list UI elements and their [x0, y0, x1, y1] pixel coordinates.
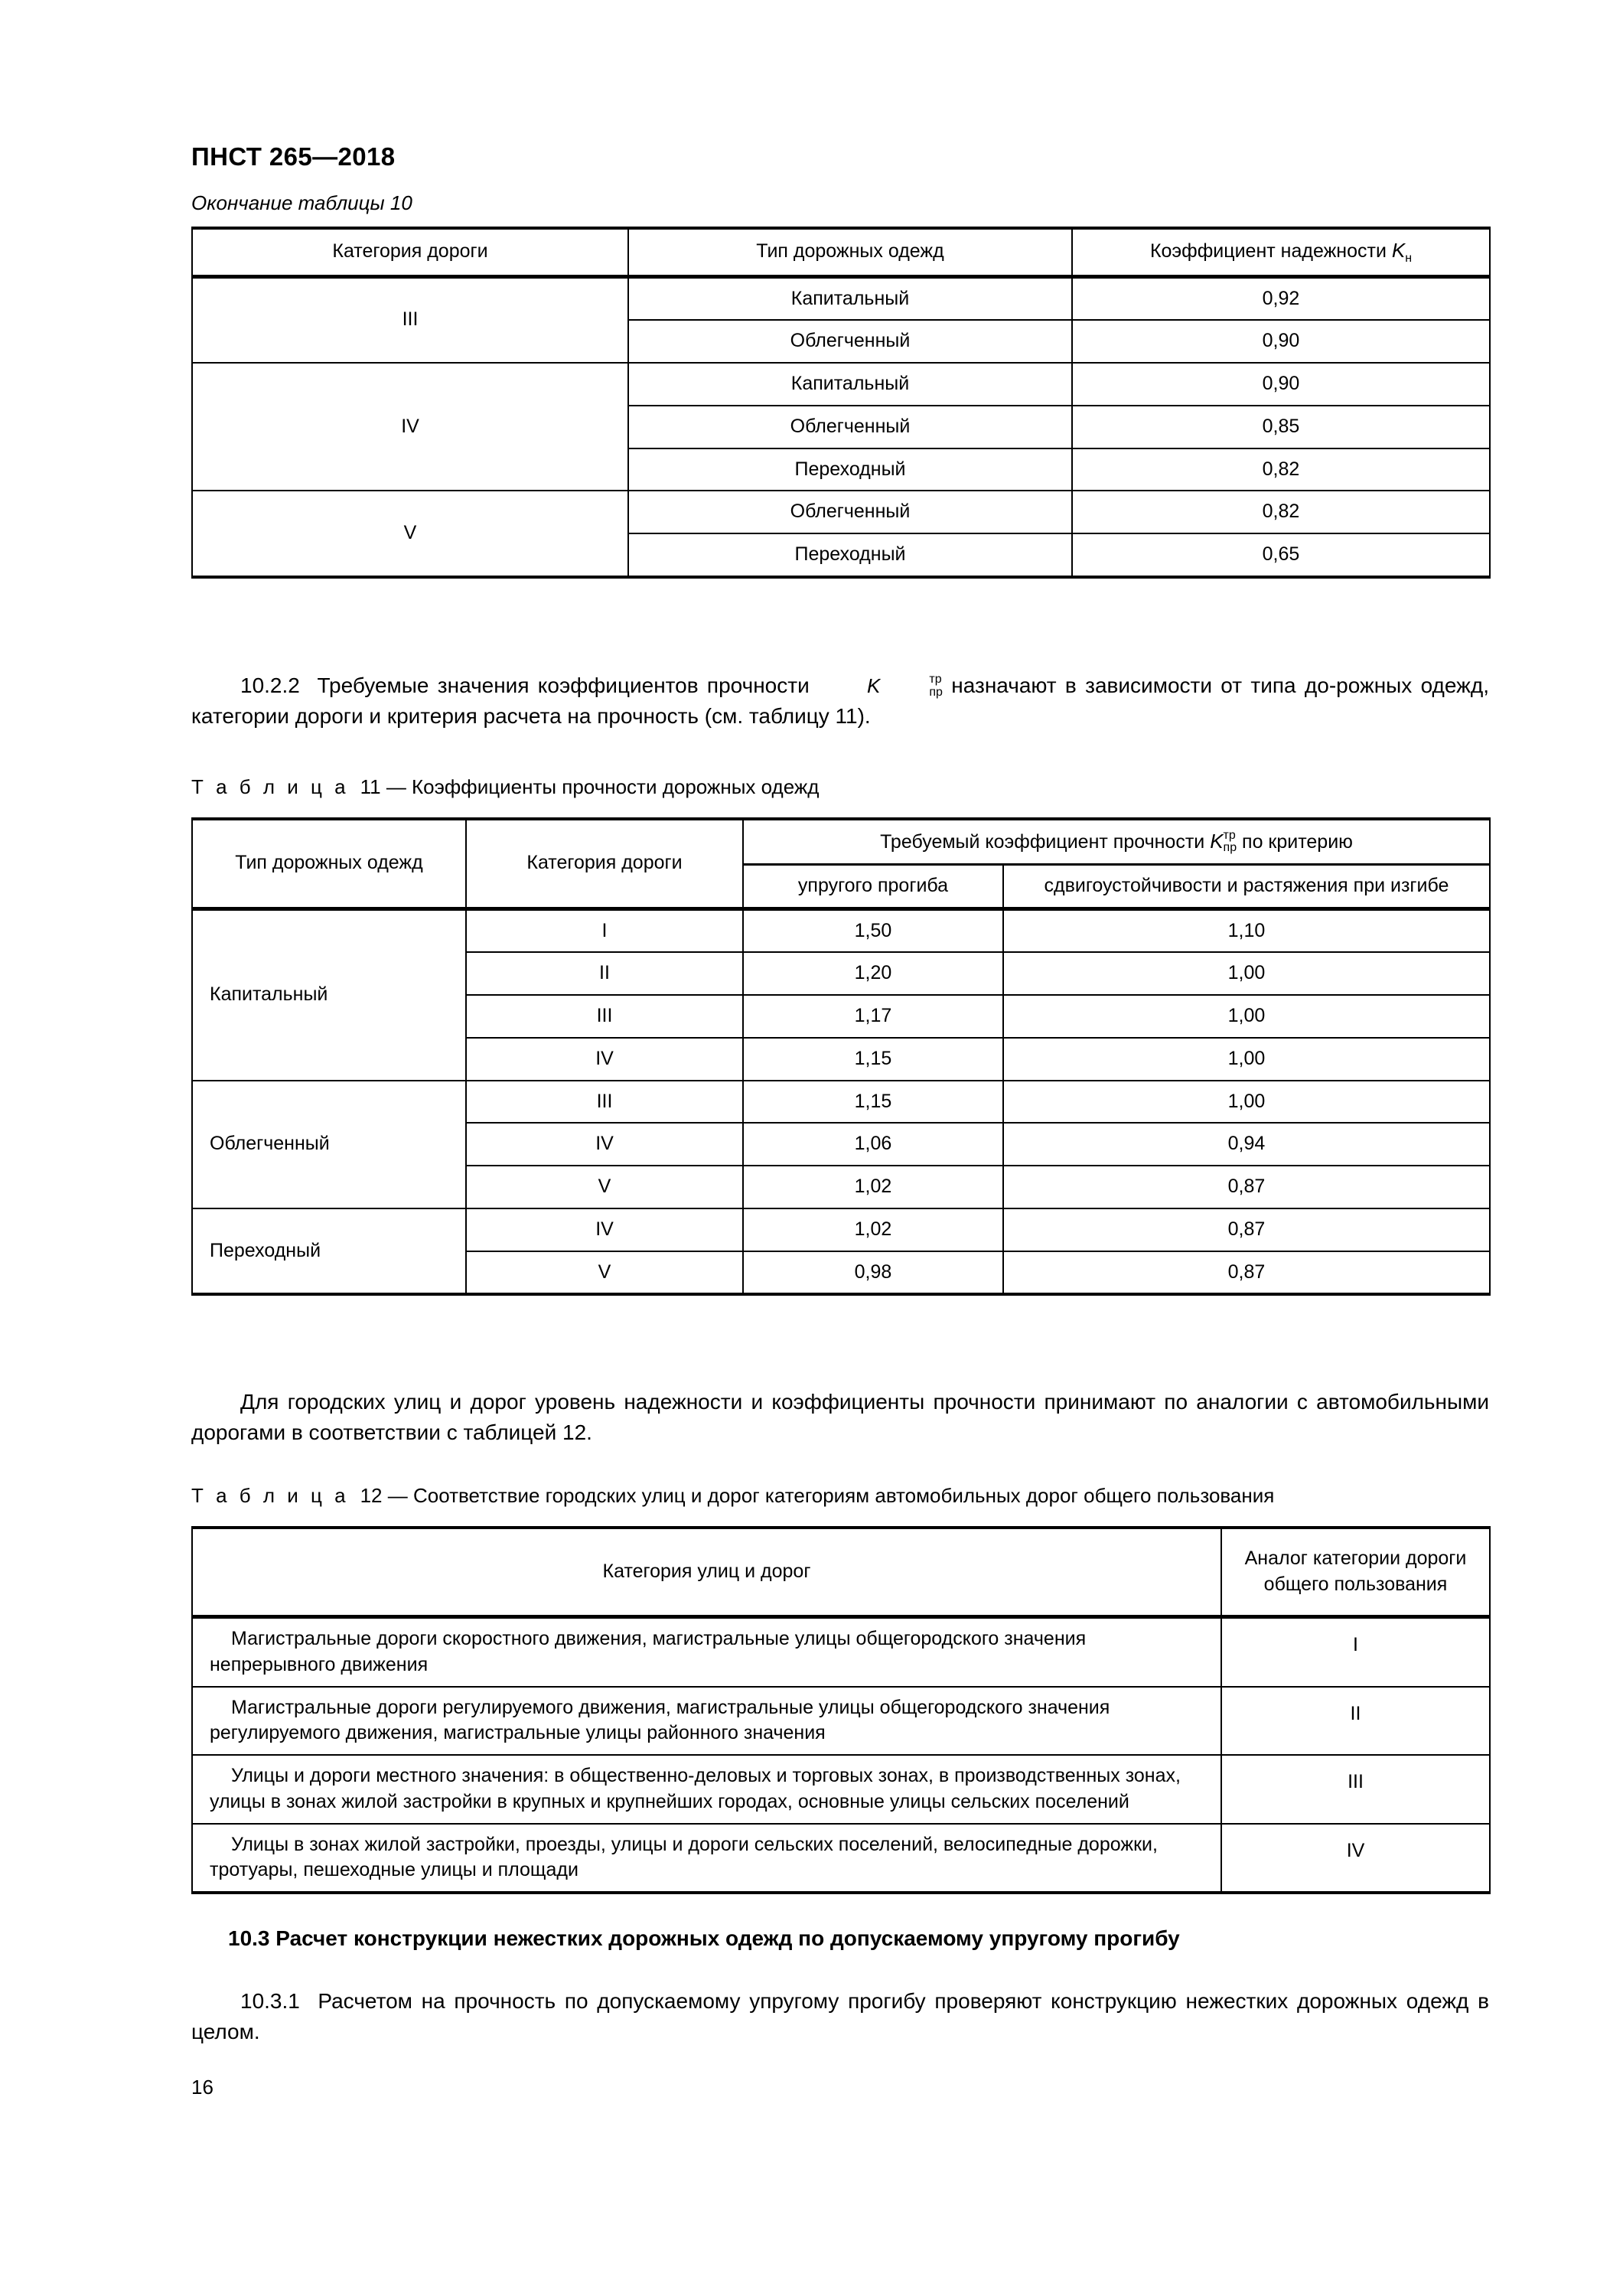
table11-caption-line [191, 775, 819, 798]
reliability-symbol: K [1391, 239, 1406, 262]
table11-elastic: 1,17 [743, 995, 1003, 1038]
table-row [192, 363, 1490, 406]
paragraph-1022-wrapper [191, 670, 1489, 732]
table11-shear: 0,87 [1003, 1251, 1490, 1295]
table12-body [192, 1617, 1490, 1893]
table11 [191, 817, 1491, 1296]
table12-analog: I [1221, 1617, 1490, 1687]
table12-caption-title: — Соответствие городских улиц и дорог категориям автомобильных дорог общего пользования [387, 1484, 1275, 1507]
table12-description: Улицы в зонах жилой застройки, проезды, улицы и дороги сельских поселений, велосипедные дорожки, тротуары, пешеходные улицы и площади [192, 1824, 1221, 1893]
reliability-subscript: н [1405, 252, 1413, 265]
table12-col2-header-line1: Аналог категории дороги [1244, 1548, 1467, 1570]
table11-shear: 1,00 [1003, 952, 1490, 995]
table11-sub2-header: сдвигоустойчивости и растяжения при изгибе [1003, 864, 1490, 908]
table10 [191, 227, 1491, 579]
table12-analog: II [1221, 1687, 1490, 1756]
table10-wrapper [191, 227, 1489, 579]
section-103-heading: 10.3 Расчет конструкции нежестких дорожных одежд по допускаемому упругому прогибу [228, 1926, 1180, 1950]
strength-coefficient-indices [880, 673, 943, 699]
table12-caption [191, 1483, 1489, 1508]
table12-col2-header-line2: общего пользования [1263, 1574, 1448, 1595]
table10-col3-header [1072, 228, 1490, 276]
table11-type-perehodnyy: Переходный [192, 1208, 466, 1295]
table-row [192, 1208, 1490, 1251]
table11-elastic: 0,98 [743, 1251, 1003, 1295]
table10-category-V: V [192, 491, 628, 577]
table-row [192, 491, 1490, 533]
table10-head [192, 228, 1490, 276]
table11-category: I [466, 908, 743, 952]
table12-col2-header [1221, 1528, 1490, 1617]
paragraph-1022-text-before: Требуемые значения коэффициентов прочности [317, 673, 819, 697]
paragraph-cities: Для городских улиц и дорог уровень надежности и коэффициенты прочности принимают по аналогии с автомобильными дорогами в соответствии с таблицей 12. [191, 1390, 1489, 1444]
paragraph-1022-text-after: назначают в зависимости от типа до-рожных одежд, категории дороги и критерия расчета на прочность (см. таблицу 11). [191, 673, 1490, 728]
table11-col1-header: Тип дорожных одежд [192, 819, 466, 908]
table12-description: Магистральные дороги регулируемого движения, магистральные улицы общегородского значения регулируемого движения, магистральные улицы районного значения [192, 1687, 1221, 1756]
table11-category: IV [466, 1208, 743, 1251]
table11-caption [191, 775, 1489, 800]
table11-caption-title: — Коэффициенты прочности дорожных одежд [386, 775, 820, 798]
table11-category: III [466, 1081, 743, 1124]
table11-elastic: 1,50 [743, 908, 1003, 952]
strength-coefficient-indices [1224, 830, 1237, 855]
table11-shear: 0,87 [1003, 1208, 1490, 1251]
table10-caption [191, 191, 1489, 215]
table10-category-IV: IV [192, 363, 628, 491]
table11-group-text-after: по критерию [1237, 831, 1353, 853]
table-row [192, 908, 1490, 952]
table11-group-text-before: Требуемый коэффициент прочности [880, 831, 1211, 853]
table12-header-row [192, 1528, 1490, 1617]
table12-description: Улицы и дороги местного значения: в общественно-деловых и торговых зонах, в производственных зонах, улицы в зонах жилой застройки в крупных и крупнейших городах, основные улицы сельских поселений [192, 1755, 1221, 1824]
paragraph-1031-number: 10.3.1 [240, 1989, 300, 2013]
paragraph-cities-wrapper [191, 1387, 1489, 1448]
strength-subscript: пр [1223, 841, 1237, 855]
table10-type: Капитальный [628, 363, 1072, 406]
table11-category: III [466, 995, 743, 1038]
table10-type: Облегченный [628, 491, 1072, 533]
table11-shear: 0,94 [1003, 1123, 1490, 1166]
table12-analog: III [1221, 1755, 1490, 1824]
table12 [191, 1526, 1491, 1894]
table11-shear: 0,87 [1003, 1166, 1490, 1208]
table11-head [192, 819, 1490, 908]
table10-value: 0,85 [1072, 406, 1490, 448]
table-row [192, 1687, 1490, 1756]
table11-category: IV [466, 1038, 743, 1081]
table12-caption-word: Т а б л и ц а [191, 1484, 350, 1507]
table10-value: 0,82 [1072, 448, 1490, 491]
table11-elastic: 1,02 [743, 1166, 1003, 1208]
table-row [192, 1824, 1490, 1893]
table10-col1-header: Категория дороги [192, 228, 628, 276]
table12-head [192, 1528, 1490, 1617]
table10-type: Переходный [628, 448, 1072, 491]
paragraph-1031-wrapper [191, 1986, 1489, 2047]
table10-caption-text: Окончание таблицы 10 [191, 191, 412, 214]
table11-sub1-header: упругого прогиба [743, 864, 1003, 908]
table12-analog: IV [1221, 1824, 1490, 1893]
paragraph-1022-number: 10.2.2 [240, 673, 300, 697]
table11-caption-word: Т а б л и ц а [191, 775, 350, 798]
table10-type: Переходный [628, 533, 1072, 577]
table-row [192, 276, 1490, 320]
table10-type: Капитальный [628, 276, 1072, 320]
table11-category: IV [466, 1123, 743, 1166]
table11-type-kapitalnyy: Капитальный [192, 908, 466, 1081]
paragraph-1031-text: Расчетом на прочность по допускаемому упругому прогибу проверяют конструкцию нежестких дорожных одежд в целом. [191, 1989, 1490, 2043]
table12-col1-header: Категория улиц и дорог [192, 1528, 1221, 1617]
table11-wrapper [191, 817, 1489, 1296]
table10-category-III: III [192, 276, 628, 363]
table11-group-header [743, 819, 1490, 864]
table10-type: Облегченный [628, 320, 1072, 363]
table11-shear: 1,10 [1003, 908, 1490, 952]
table11-shear: 1,00 [1003, 995, 1490, 1038]
table11-header-row-1 [192, 819, 1490, 864]
paragraph-1022 [191, 670, 1489, 732]
table11-type-oblegchennyy: Облегченный [192, 1081, 466, 1208]
table10-col3-header-text: Коэффициент надежности [1149, 240, 1392, 262]
table11-col2-header: Категория дороги [466, 819, 743, 908]
table11-category: V [466, 1166, 743, 1208]
table12-caption-number: 12 [360, 1484, 383, 1507]
table12-caption-line [191, 1484, 1274, 1507]
table11-elastic: 1,15 [743, 1038, 1003, 1081]
table12-wrapper [191, 1526, 1489, 1894]
table10-type: Облегченный [628, 406, 1072, 448]
table10-value: 0,90 [1072, 320, 1490, 363]
table11-shear: 1,00 [1003, 1038, 1490, 1081]
table11-shear: 1,00 [1003, 1081, 1490, 1124]
strength-superscript: тр [1223, 829, 1236, 843]
table-row [192, 1755, 1490, 1824]
table10-body [192, 276, 1490, 577]
table10-value: 0,82 [1072, 491, 1490, 533]
paragraph-1031 [191, 1986, 1489, 2047]
table11-body [192, 908, 1490, 1294]
table-row [192, 1617, 1490, 1687]
table11-elastic: 1,20 [743, 952, 1003, 995]
table10-value: 0,92 [1072, 276, 1490, 320]
strength-coefficient-symbol: K [1210, 830, 1224, 853]
table10-header-row [192, 228, 1490, 276]
table10-value: 0,65 [1072, 533, 1490, 577]
table-row [192, 1081, 1490, 1124]
table11-caption-number: 11 [360, 775, 381, 798]
table11-elastic: 1,02 [743, 1208, 1003, 1251]
strength-superscript: тр [929, 673, 942, 687]
strength-subscript: пр [929, 685, 943, 699]
running-header: ПНСТ 265—2018 [191, 142, 396, 171]
table11-elastic: 1,15 [743, 1081, 1003, 1124]
section-103-wrapper [191, 1923, 1489, 1953]
strength-coefficient-symbol: K [867, 674, 881, 697]
table12-description: Магистральные дороги скоростного движения, магистральные улицы общегородского значения непрерывного движения [192, 1617, 1221, 1687]
table10-col2-header: Тип дорожных одежд [628, 228, 1072, 276]
table11-elastic: 1,06 [743, 1123, 1003, 1166]
page-number: 16 [191, 2076, 213, 2099]
table11-category: II [466, 952, 743, 995]
table10-value: 0,90 [1072, 363, 1490, 406]
table11-category: V [466, 1251, 743, 1295]
